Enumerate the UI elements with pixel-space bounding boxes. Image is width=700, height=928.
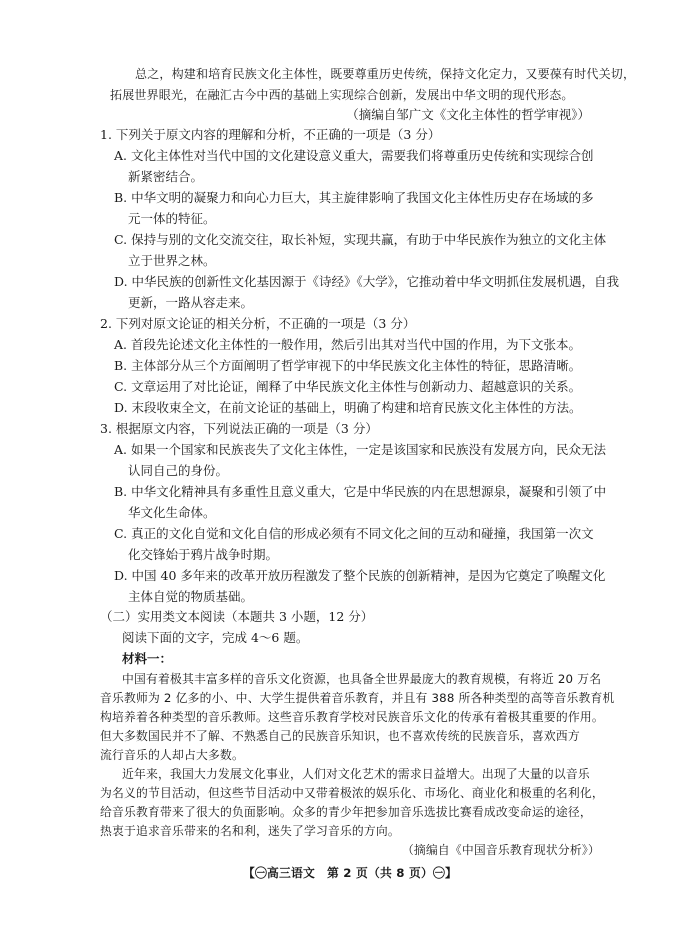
section-2 (100, 606, 600, 669)
intro-line-1: 总之，构建和培育民族文化主体性，既要尊重历史传统，保持文化定力，又要葆有时代关切， (135, 67, 636, 81)
q1-option-d-l2: 更新，一路从容走来。 (128, 295, 254, 310)
q1-option-a-l2: 新紧密结合。 (128, 169, 204, 184)
section-2-instruction: 阅读下面的文字，完成 4～6 题。 (122, 630, 309, 645)
material-para2-line3: 给音乐教育带来了很大的负面影响。众多的青少年把参加音乐选拔比赛看成改变命运的途径， (100, 805, 592, 819)
material-source: （摘编自《中国音乐教育现状分析》） (401, 843, 600, 857)
q1-option-c-l1: C. 保持与别的文化交流交往，取长补短，实现共赢，有助于中华民族作为独立的文化主体 (114, 232, 607, 247)
q3-option-a-l1: A. 如果一个国家和民族丧失了文化主体性，一定是该国家和民族没有发展方向，民众无法 (114, 442, 606, 457)
q2-option-c: C. 文章运用了对比论证，阐释了中华民族文化主体性与创新动力、超越意识的关系。 (114, 379, 582, 394)
q3-option-b-l2: 华文化生命体。 (128, 505, 216, 520)
question-2 (100, 313, 600, 418)
material-para1-line4: 但大多数国民并不了解、不熟悉自己的民族音乐知识，也不喜欢传统的民族音乐，喜欢西方 (100, 729, 580, 743)
q3-option-d-l2: 主体自觉的物质基础。 (128, 589, 254, 604)
material-para2 (100, 765, 604, 841)
question-1-stem: 1. 下列关于原文内容的理解和分析，不正确的一项是（3 分） (100, 127, 441, 142)
q1-option-a-l1: A. 文化主体性对当代中国的文化建设意义重大，需要我们将尊重历史传统和实现综合创 (114, 148, 594, 163)
q2-option-b: B. 主体部分从三个方面阐明了哲学审视下的中华民族文化主体性的特征，思路清晰。 (114, 358, 582, 373)
question-3 (100, 418, 607, 607)
q1-option-b-l1: B. 中华文明的凝聚力和向心力巨大，其主旋律影响了我国文化主体性历史存在场域的多 (114, 190, 594, 205)
question-1 (100, 124, 620, 313)
material-label: 材料一： (122, 651, 173, 666)
q3-option-a-l2: 认同自己的身份。 (128, 463, 229, 478)
material-para1-line2: 音乐教师为 2 亿多的小、中、大学生提供着音乐教育，并且有 388 所各种类型的高等音乐教育机 (100, 691, 615, 705)
q1-option-d-l1: D. 中华民族的创新性文化基因源于《诗经》《大学》，它推动着中华文明抓住发展机遇，自我 (114, 274, 620, 289)
material-para2-line2: 为名义的节目活动，但这些节目活动中又带着极浓的娱乐化、市场化、商业化和极重的名利化， (100, 786, 604, 800)
question-3-stem: 3. 根据原文内容，下列说法正确的一项是（3 分） (100, 421, 378, 436)
intro-paragraph (110, 64, 636, 106)
material-para1-line5: 流行音乐的人却占大多数。 (100, 748, 244, 762)
q2-option-a: A. 首段先论述文化主体性的一般作用，然后引出其对当代中国的作用，为下文张本。 (114, 337, 581, 352)
material-para2-line1: 近年来，我国大力发展文化事业，人们对文化艺术的需求日益增大。出现了大量的以音乐 (122, 767, 590, 781)
page-footer: 【㊀高三语文 第 2 页（共 8 页）㊀】 (243, 866, 457, 880)
q3-option-b-l1: B. 中华文化精神具有多重性且意义重大，它是中华民族的内在思想源泉，凝聚和引领了中 (114, 484, 607, 499)
question-2-stem: 2. 下列对原文论证的相关分析，不正确的一项是（3 分） (100, 316, 416, 331)
q2-option-d: D. 末段收束全文，在前文论证的基础上，明确了构建和培育民族文化主体性的方法。 (114, 400, 582, 415)
q1-option-b-l2: 元一体的特征。 (128, 211, 216, 226)
q3-option-c-l1: C. 真正的文化自觉和文化自信的形成必须有不同文化之间的互动和碰撞，我国第一次文 (114, 526, 594, 541)
q3-option-d-l1: D. 中国 40 多年来的改革开放历程激发了整个民族的创新精神，是因为它奠定了唤醒文化 (114, 568, 606, 583)
material-one-text (100, 670, 615, 883)
material-para1-line1: 中国有着极其丰富多样的音乐文化资源，也具备全世界最庞大的教育规模，有将近 20 万名 (122, 672, 602, 686)
material-para2-line4: 热衷于追求音乐带来的名和利，迷失了学习音乐的方向。 (100, 824, 400, 838)
material-para1-line3: 构培养着各种类型的音乐教师。这些音乐教育学校对民族音乐文化的传承有着极其重要的作用。 (100, 710, 604, 724)
q1-option-c-l2: 立于世界之林。 (128, 253, 216, 268)
intro-source: （摘编自邹广文《文化主体性的哲学审视》） (346, 107, 590, 122)
q3-option-c-l2: 化交锋始于鸦片战争时期。 (128, 547, 279, 562)
intro-line-2: 拓展世界眼光，在融汇古今中西的基础上实现综合创新，发展出中华文明的现代形态。 (110, 88, 574, 102)
section-2-heading: （二）实用类文本阅读（本题共 3 小题，12 分） (100, 609, 374, 624)
